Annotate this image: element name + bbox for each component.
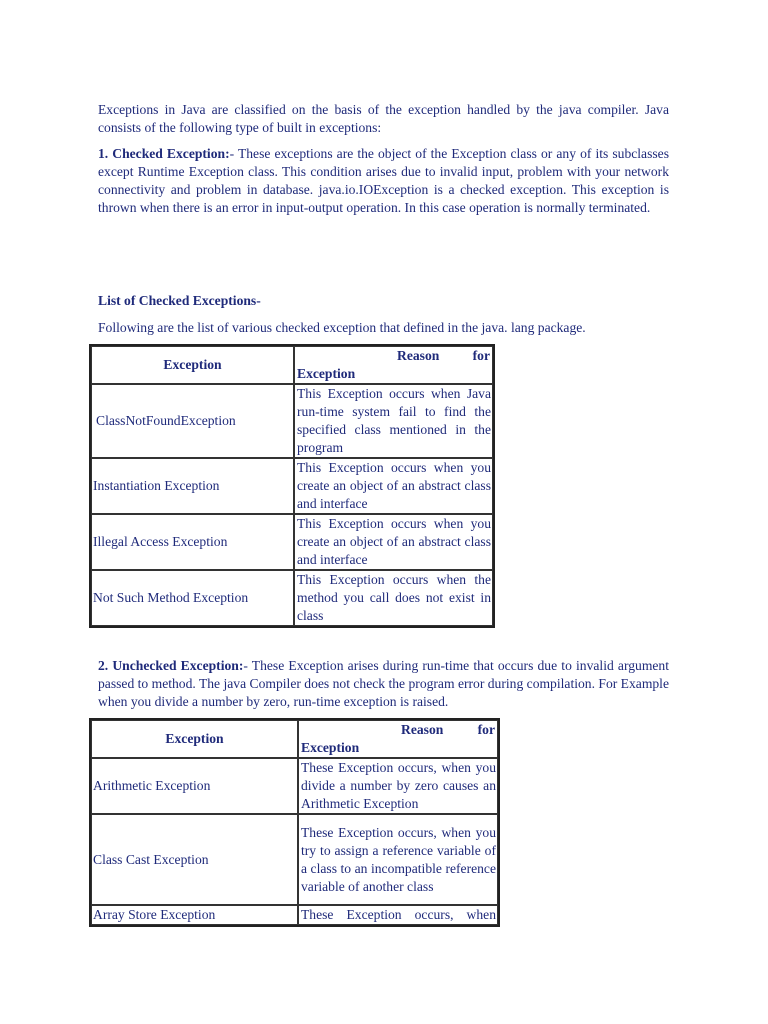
unchecked-exception-title: 2. Unchecked Exception: xyxy=(98,658,244,673)
checked-exception-body: - These exceptions are the object of the Exception class or any of its subclasses except Runtime Exception class. This condition arises due to invalid input, problem with your network connectivity and problem in database. java.io.IOException is a checked exception. This exception is thrown when there is an error in input-output operation. In this case operation is normally terminated. xyxy=(98,146,669,215)
exception-reason: These Exception occurs, when you try to assign a reference variable of a class to an incompatible reference variable of another class xyxy=(298,814,498,905)
header-for-word: for xyxy=(477,722,495,737)
table-row xyxy=(91,514,493,570)
header-exception-word: Exception xyxy=(297,366,356,381)
exception-reason: This Exception occurs when the method you call does not exist in class xyxy=(294,570,493,626)
exception-name: Instantiation Exception xyxy=(91,458,294,514)
intro-paragraph: Exceptions in Java are classified on the basis of the exception handled by the java compiler. Java consists of the following type of built in exceptions: xyxy=(98,102,669,135)
exception-reason: These Exception occurs, when you divide a number by zero causes an Arithmetic Exception xyxy=(298,758,498,814)
table-header-row xyxy=(91,346,493,384)
checked-exception-title: 1. Checked Exception: xyxy=(98,146,230,161)
checked-exceptions-table xyxy=(89,344,495,628)
unchecked-exception-body: - These Exception arises during run-time that occurs due to invalid argument passed to method. The java Compiler does not check the program error during compilation. For Example when you divide a number by zero, run-time exception is raised. xyxy=(98,658,670,709)
header-reason-word: Reason xyxy=(401,722,444,737)
table-row xyxy=(91,458,493,514)
checked-list-heading: List of Checked Exceptions- xyxy=(98,293,261,308)
exception-reason: This Exception occurs when you create an object of an abstract class and interface xyxy=(294,458,493,514)
header-for-word: for xyxy=(472,348,490,363)
exception-name: Not Such Method Exception xyxy=(91,570,294,626)
table-header-row xyxy=(91,720,498,758)
exception-name: ClassNotFoundException xyxy=(91,384,294,458)
exception-name: Class Cast Exception xyxy=(91,814,298,905)
table-row xyxy=(91,384,493,458)
header-exception: Exception xyxy=(91,720,298,758)
checked-list-intro: Following are the list of various checked exception that defined in the java. lang package. xyxy=(98,320,586,335)
table-row xyxy=(91,758,498,814)
exception-name: Illegal Access Exception xyxy=(91,514,294,570)
table-row xyxy=(91,570,493,626)
unchecked-exceptions-table xyxy=(89,718,500,927)
exception-reason: This Exception occurs when you create an object of an abstract class and interface xyxy=(294,514,493,570)
exception-name: Array Store Exception xyxy=(91,905,298,925)
exception-reason: These Exception occurs, when xyxy=(298,905,498,925)
header-reason-word: Reason xyxy=(397,348,440,363)
table-row xyxy=(91,905,498,925)
header-reason xyxy=(294,346,493,384)
checked-exception-paragraph xyxy=(98,145,669,217)
header-exception: Exception xyxy=(91,346,294,384)
header-reason xyxy=(298,720,498,758)
exception-reason: This Exception occurs when Java run-time system fail to find the specified class mentioned in the program xyxy=(294,384,493,458)
header-exception-word: Exception xyxy=(301,740,360,755)
exception-name: Arithmetic Exception xyxy=(91,758,298,814)
table-row xyxy=(91,814,498,905)
unchecked-exception-paragraph xyxy=(98,657,669,711)
